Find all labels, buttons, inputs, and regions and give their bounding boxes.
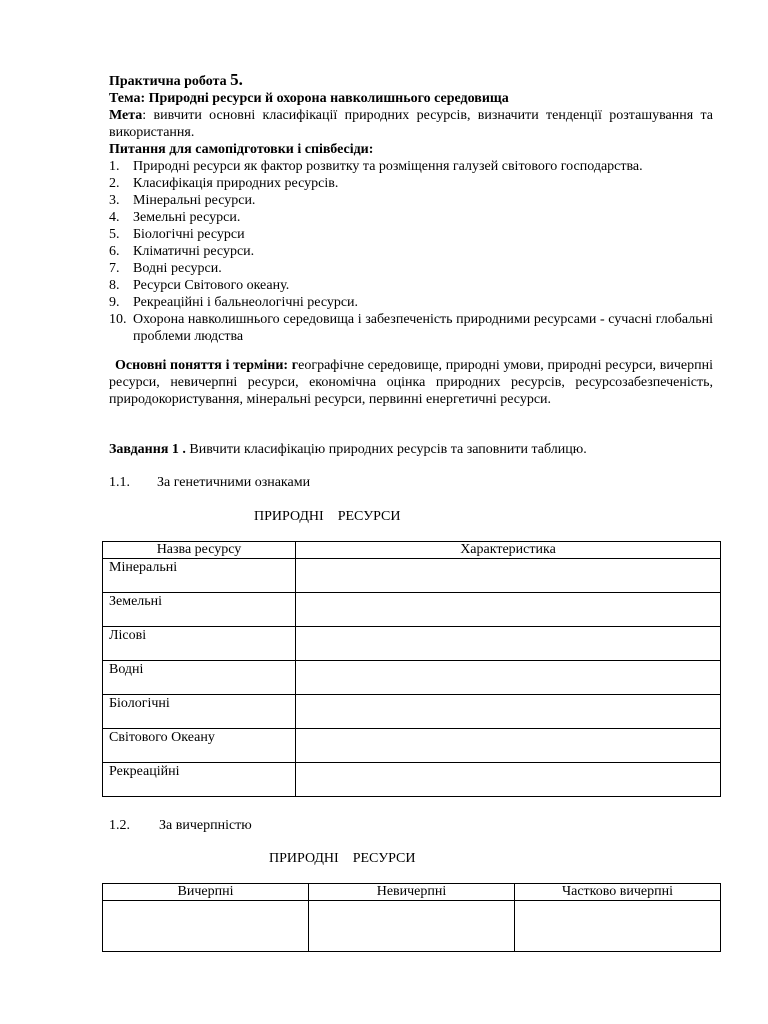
list-item: 8. Ресурси Світового океану. [109, 278, 290, 293]
exhaustibility-table [102, 883, 721, 952]
natural-resources-table [102, 541, 721, 797]
topic-line: Тема: Природні ресурси й охорона навколишнього середовища [109, 91, 509, 106]
document-header [109, 71, 713, 345]
task-1-text: Вивчити класифікацію природних ресурсів та заповнити таблицю. [185, 442, 587, 457]
partially-exhaustible-cell[interactable] [515, 901, 721, 952]
table-1-caption: ПРИРОДНІ РЕСУРСИ [254, 509, 401, 524]
section-1-heading: 1.1. За генетичними ознаками [109, 475, 311, 490]
column-header: Вичерпні [103, 884, 309, 901]
goal-text: : вивчити основні класифікації природних ресурсів, визначити тенденції розташування та використання. [109, 108, 713, 140]
table-header-row [103, 884, 721, 901]
list-item: 7. Водні ресурси. [109, 261, 222, 276]
resource-name-cell: Земельні [103, 593, 296, 627]
table-row [103, 901, 721, 952]
table-row [103, 593, 721, 627]
list-item: 10. Охорона навколишнього середовища і забезпеченість природними ресурсами - сучасні глобальні проблеми людства [109, 312, 713, 344]
characteristic-cell[interactable] [296, 695, 721, 729]
list-item: 3. Мінеральні ресурси. [109, 193, 256, 208]
characteristic-cell[interactable] [296, 661, 721, 695]
resource-name-cell: Біологічні [103, 695, 296, 729]
inexhaustible-cell[interactable] [309, 901, 515, 952]
task-1-label: Завдання 1 . [109, 442, 186, 457]
questions-heading: Питання для самопідготовки і співбесіди: [109, 142, 374, 157]
resource-name-cell: Світового Океану [103, 729, 296, 763]
questions-list [109, 158, 713, 345]
list-item: 6. Кліматичні ресурси. [109, 244, 255, 259]
table-2-caption: ПРИРОДНІ РЕСУРСИ [269, 851, 416, 866]
resource-name-cell: Мінеральні [103, 559, 296, 593]
column-header: Частково вичерпні [515, 884, 721, 901]
table-row [103, 763, 721, 797]
table-header-row [103, 542, 721, 559]
list-item: 5. Біологічні ресурси [109, 227, 245, 242]
table-row [103, 695, 721, 729]
characteristic-cell[interactable] [296, 763, 721, 797]
column-header: Невичерпні [309, 884, 515, 901]
concepts-paragraph [109, 357, 713, 408]
practical-number: 5. [230, 70, 243, 89]
list-item: 2. Класифікація природних ресурсів. [109, 176, 339, 191]
practical-title: Практична робота 5. [109, 70, 243, 89]
table-row [103, 559, 721, 593]
table-row [103, 729, 721, 763]
resource-name-cell: Водні [103, 661, 296, 695]
section-2-heading: 1.2. За вичерпністю [109, 818, 252, 833]
characteristic-cell[interactable] [296, 729, 721, 763]
concepts-label: Основні поняття і терміни: г [115, 358, 299, 373]
list-item: 1. Природні ресурси як фактор розвитку та розміщення галузей світового господарства. [109, 159, 643, 174]
list-item: 9. Рекреаційні і бальнеологічні ресурси. [109, 295, 359, 310]
goal-paragraph [109, 107, 713, 141]
resource-name-cell: Лісові [103, 627, 296, 661]
resource-name-cell: Рекреаційні [103, 763, 296, 797]
column-header: Назва ресурсу [103, 542, 296, 559]
table-row [103, 661, 721, 695]
list-item: 4. Земельні ресурси. [109, 210, 241, 225]
concepts-text: еографічне середовище, природні умови, природні ресурси, вичерпні ресурси, невичерпні ресурси, економічна оцінка природних ресурсів, ресурсозабезпеченість, природокористування, мінеральні ресурси, первинні енергетичні ресурси. [109, 358, 713, 407]
characteristic-cell[interactable] [296, 593, 721, 627]
column-header: Характеристика [296, 542, 721, 559]
task-1 [109, 441, 713, 458]
table-row [103, 627, 721, 661]
characteristic-cell[interactable] [296, 627, 721, 661]
exhaustible-cell[interactable] [103, 901, 309, 952]
goal-label: Мета [109, 108, 143, 123]
characteristic-cell[interactable] [296, 559, 721, 593]
